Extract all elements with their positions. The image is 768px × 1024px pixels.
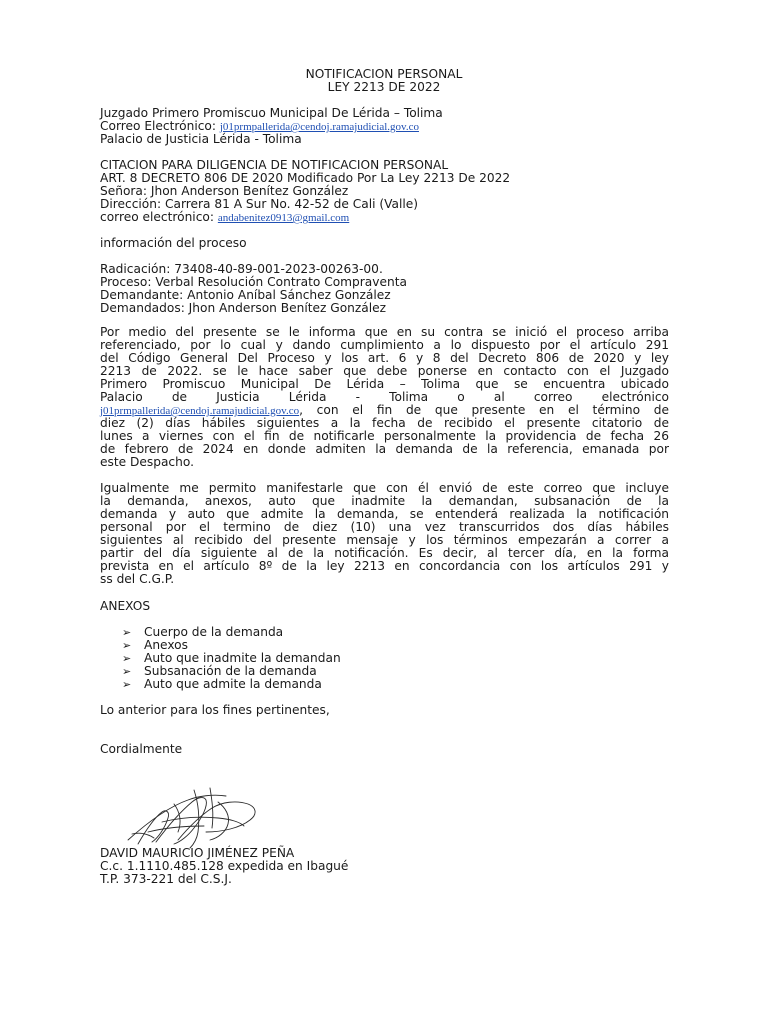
citation-article: ART. 8 DECRETO 806 DE 2020 Modificado Por La Ley 2213 De 2022 <box>100 171 511 185</box>
paragraph-notice-line: del Código General Del Proceso y los art. 6 y 8 del Decreto 806 de 2020 y ley <box>100 351 669 365</box>
closing-line: Lo anterior para los fines pertinentes, <box>100 703 330 717</box>
paragraph-notice-line: de febrero de 2024 en donde admiten la demanda de la referencia, emanada por <box>100 442 669 456</box>
paragraph-notice-line: referenciado, por lo cual y dando cumplimiento a lo dispuesto por el artículo 291 <box>100 338 669 352</box>
court-palace: Palacio de Justicia Lérida - Tolima <box>100 132 302 146</box>
arrow-bullet-icon: ➢ <box>122 678 132 691</box>
paragraph-notice-line: 2213 de 2022. se le hace saber que debe ponerse en contacto con el Juzgado <box>100 364 669 378</box>
annex-item <box>122 678 322 691</box>
court-email-link[interactable]: j01prmpallerida@cendoj.ramajudicial.gov.co <box>219 121 419 133</box>
annex-item-label: Auto que admite la demanda <box>144 677 322 691</box>
arrow-bullet-icon: ➢ <box>122 665 132 678</box>
citation-title: CITACION PARA DILIGENCIA DE NOTIFICACION PERSONAL <box>100 158 449 172</box>
handwritten-signature <box>118 782 268 852</box>
paragraph-notice-line: diez (2) días hábiles siguientes a la fecha de recibido el presente citatorio de <box>100 416 669 430</box>
signer-name: DAVID MAURICIO JIMÉNEZ PEÑA <box>100 846 295 860</box>
process-plaintiff: Demandante: Antonio Aníbal Sánchez González <box>100 288 391 302</box>
paragraph-terms-line: demanda y auto que admite la demanda, se entenderá realizada la notificación <box>100 507 669 521</box>
salutation: Cordialmente <box>100 742 183 756</box>
citation-recipient: Señora: Jhon Anderson Benítez González <box>100 184 349 198</box>
paragraph-notice-line: lunes a viernes con el fin de notificarle personalmente la providencia de fecha 26 <box>100 429 669 443</box>
arrow-bullet-icon: ➢ <box>122 626 132 639</box>
signer-id: C.c. 1.1110.485.128 expedida en Ibagué <box>100 859 349 873</box>
court-email-label: Correo Electrónico: <box>100 119 216 133</box>
paragraph-notice-line: Palacio de Justicia Lérida - Tolima o al correo electrónico <box>100 390 669 404</box>
citation-address: Dirección: Carrera 81 A Sur No. 42-52 de Cali (Valle) <box>100 197 419 211</box>
annex-item-label: Cuerpo de la demanda <box>144 625 284 639</box>
paragraph-notice <box>100 326 669 469</box>
paragraph-notice-line: Primero Promiscuo Municipal De Lérida – Tolima que se encuentra ubicado <box>100 377 669 391</box>
arrow-bullet-icon: ➢ <box>122 652 132 665</box>
paragraph-notice-line: Por medio del presente se le informa que en su contra se inició el proceso arriba <box>100 325 669 339</box>
paragraph-terms-line: prevista en el artículo 8º de la ley 2213 en concordancia con los artículos 291 y <box>100 559 669 573</box>
process-radicacion: Radicación: 73408-40-89-001-2023-00263-00. <box>100 262 383 276</box>
paragraph-terms-line: Igualmente me permito manifestarle que con él envió de este correo que incluye <box>100 481 669 495</box>
process-defendants: Demandados: Jhon Anderson Benítez González <box>100 301 387 315</box>
process-heading: información del proceso <box>100 236 247 250</box>
citation-email-link[interactable]: andabenitez0913@gmail.com <box>217 212 350 224</box>
annexes-heading: ANEXOS <box>100 599 151 613</box>
paragraph-terms-line: la demanda, anexos, auto que inadmite la demandan, subsanación de la <box>100 494 669 508</box>
paragraph-notice-line-with-email: j01prmpallerida@cendoj.ramajudicial.gov.co, con el fin de que presente en el término de <box>100 403 669 417</box>
signer-tp: T.P. 373-221 del C.S.J. <box>100 872 232 886</box>
paragraph-terms-line: personal por el termino de diez (10) una vez transcurridos dos días hábiles <box>100 520 669 534</box>
paragraph-terms-line: siguientes al recibido del presente mensaje y los términos empezarán a correr a <box>100 533 669 547</box>
annex-item-label: Auto que inadmite la demandan <box>144 651 341 665</box>
annex-item-label: Subsanación de la demanda <box>144 664 317 678</box>
annex-item-label: Anexos <box>144 638 188 652</box>
arrow-bullet-icon: ➢ <box>122 639 132 652</box>
citation-email-label: correo electrónico: <box>100 210 214 224</box>
paragraph-terms-line: ss del C.G.P. <box>100 572 175 586</box>
paragraph-email-link[interactable]: j01prmpallerida@cendoj.ramajudicial.gov.co <box>100 405 300 417</box>
court-name: Juzgado Primero Promiscuo Municipal De Lérida – Tolima <box>100 106 443 120</box>
document-title: NOTIFICACION PERSONAL <box>305 67 463 81</box>
citation-email-line <box>100 211 349 225</box>
document-subtitle: LEY 2213 DE 2022 <box>327 80 441 94</box>
paragraph-terms <box>100 482 669 586</box>
process-type: Proceso: Verbal Resolución Contrato Compraventa <box>100 275 407 289</box>
paragraph-terms-line: partir del día siguiente al de la notificación. Es decir, al tercer día, en la forma <box>100 546 669 560</box>
paragraph-notice-line: este Despacho. <box>100 455 194 469</box>
